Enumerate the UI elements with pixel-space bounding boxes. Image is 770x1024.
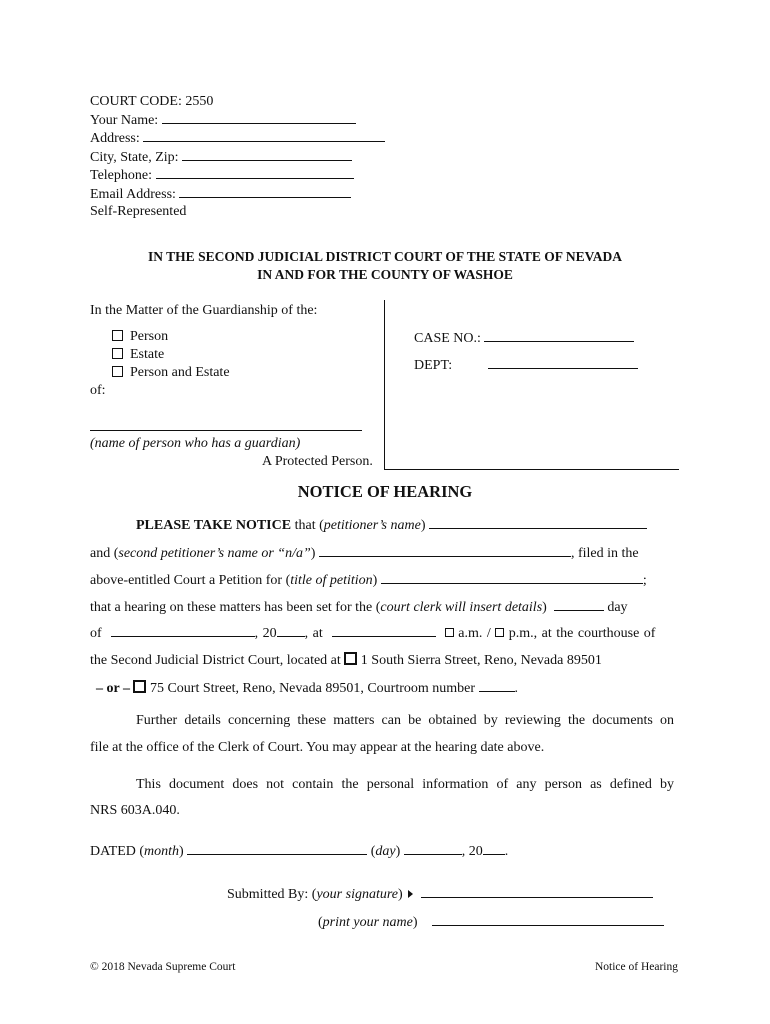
second-petitioner-field[interactable] — [319, 544, 571, 557]
am-checkbox[interactable] — [445, 628, 454, 637]
dated-day-field[interactable] — [404, 842, 462, 855]
option-person[interactable] — [112, 329, 168, 345]
protected-person-name-field[interactable] — [90, 430, 362, 431]
courtroom-number-field[interactable] — [479, 679, 515, 692]
court-code: COURT CODE: 2550 — [90, 94, 214, 109]
hearing-day-field[interactable] — [554, 598, 604, 611]
arrow-right-icon — [408, 890, 413, 898]
your-name-field[interactable] — [162, 111, 356, 124]
dept-field[interactable] — [488, 356, 638, 369]
court-heading-line2: IN AND FOR THE COUNTY OF WASHOE — [257, 267, 513, 282]
further-line-1: Further details concerning these matters can be obtained by reviewing the documents on — [136, 713, 674, 728]
your-name-row — [90, 111, 385, 130]
case-no-label: CASE NO.: — [414, 331, 481, 346]
matter-label: In the Matter of the Guardianship of the: — [90, 303, 318, 318]
of-label: of: — [90, 383, 106, 398]
name-hint: (name of person who has a guardian) — [90, 436, 301, 451]
caption-divider-vertical — [384, 300, 385, 470]
dated-year-field[interactable] — [483, 842, 505, 855]
pm-checkbox[interactable] — [495, 628, 504, 637]
hearing-year-field[interactable] — [277, 624, 305, 637]
body-line-2: and (second petitioner’s name or “n/a”) , filed in the — [90, 546, 639, 561]
petitioner-name-field[interactable] — [429, 516, 647, 529]
dept-label: DEPT: — [414, 358, 453, 373]
option-label: Person — [130, 329, 169, 344]
telephone-field[interactable] — [156, 166, 354, 179]
email-field[interactable] — [179, 185, 351, 198]
footer-title: Notice of Hearing — [594, 961, 678, 973]
footer-copyright: © 2018 Nevada Supreme Court — [90, 961, 236, 973]
option-estate[interactable] — [112, 347, 164, 363]
option-label: Person and Estate — [130, 365, 230, 380]
petition-title-field[interactable] — [381, 571, 643, 584]
address-field[interactable] — [143, 129, 385, 142]
court-street-checkbox[interactable] — [133, 680, 146, 693]
sierra-street-checkbox[interactable] — [344, 652, 357, 665]
body-line-1: PLEASE TAKE NOTICE that (petitioner’s name) — [136, 516, 647, 534]
address-row — [90, 129, 385, 148]
hearing-time-field[interactable] — [332, 624, 436, 637]
dated-month-field[interactable] — [187, 842, 367, 855]
document-title: NOTICE OF HEARING — [297, 482, 473, 501]
telephone-label: Telephone: — [90, 168, 152, 183]
case-no-field[interactable] — [484, 329, 634, 342]
print-name-field[interactable] — [432, 913, 664, 926]
personal-line-2: NRS 603A.040. — [90, 803, 180, 818]
city-label: City, State, Zip: — [90, 149, 179, 165]
checkbox[interactable] — [112, 330, 123, 341]
print-name-row: (print your name) — [318, 913, 664, 931]
body-line-6: the Second Judicial District Court, located at 1 South Sierra Street, Reno, Nevada 89501 — [90, 653, 602, 668]
protected-person-label: A Protected Person. — [262, 454, 373, 469]
email-row — [90, 185, 385, 204]
checkbox[interactable] — [112, 348, 123, 359]
dept-row — [414, 356, 638, 374]
body-line-7: – or – 75 Court Street, Reno, Nevada 89501, Courtroom number . — [96, 681, 519, 696]
your-name-label: Your Name: — [90, 112, 159, 128]
court-heading-line1: IN THE SECOND JUDICIAL DISTRICT COURT OF THE STATE OF NEVADA — [148, 249, 622, 264]
email-label: Email Address: — [90, 186, 176, 202]
caption-divider-horizontal — [384, 469, 679, 470]
body-line-5: of , 20 , at a.m. / p.m., at the courthouse of — [90, 626, 656, 641]
checkbox[interactable] — [112, 366, 123, 377]
personal-line-1: This document does not contain the personal information of any person as defined by — [136, 777, 674, 792]
address-label: Address: — [90, 131, 140, 146]
please-take-notice: PLEASE TAKE NOTICE — [136, 518, 292, 533]
city-field[interactable] — [182, 148, 352, 161]
signature-field[interactable] — [421, 885, 653, 898]
self-represented: Self-Represented — [90, 204, 187, 219]
option-label: Estate — [130, 347, 165, 362]
header-block — [90, 93, 385, 221]
body-line-4: that a hearing on these matters has been set for the (court clerk will insert details) day — [90, 600, 628, 615]
hearing-month-field[interactable] — [111, 624, 255, 637]
city-row — [90, 148, 385, 167]
telephone-row — [90, 166, 385, 185]
dated-row: DATED (month) (day) , 20 . — [90, 844, 509, 859]
submitted-by-row: Submitted By: (your signature) — [227, 885, 653, 903]
case-no-row — [414, 329, 634, 347]
option-person-and-estate[interactable] — [112, 365, 230, 381]
further-line-2: file at the office of the Clerk of Court. You may appear at the hearing date above. — [90, 740, 545, 755]
body-line-3: above-entitled Court a Petition for (title of petition) ; — [90, 573, 647, 588]
